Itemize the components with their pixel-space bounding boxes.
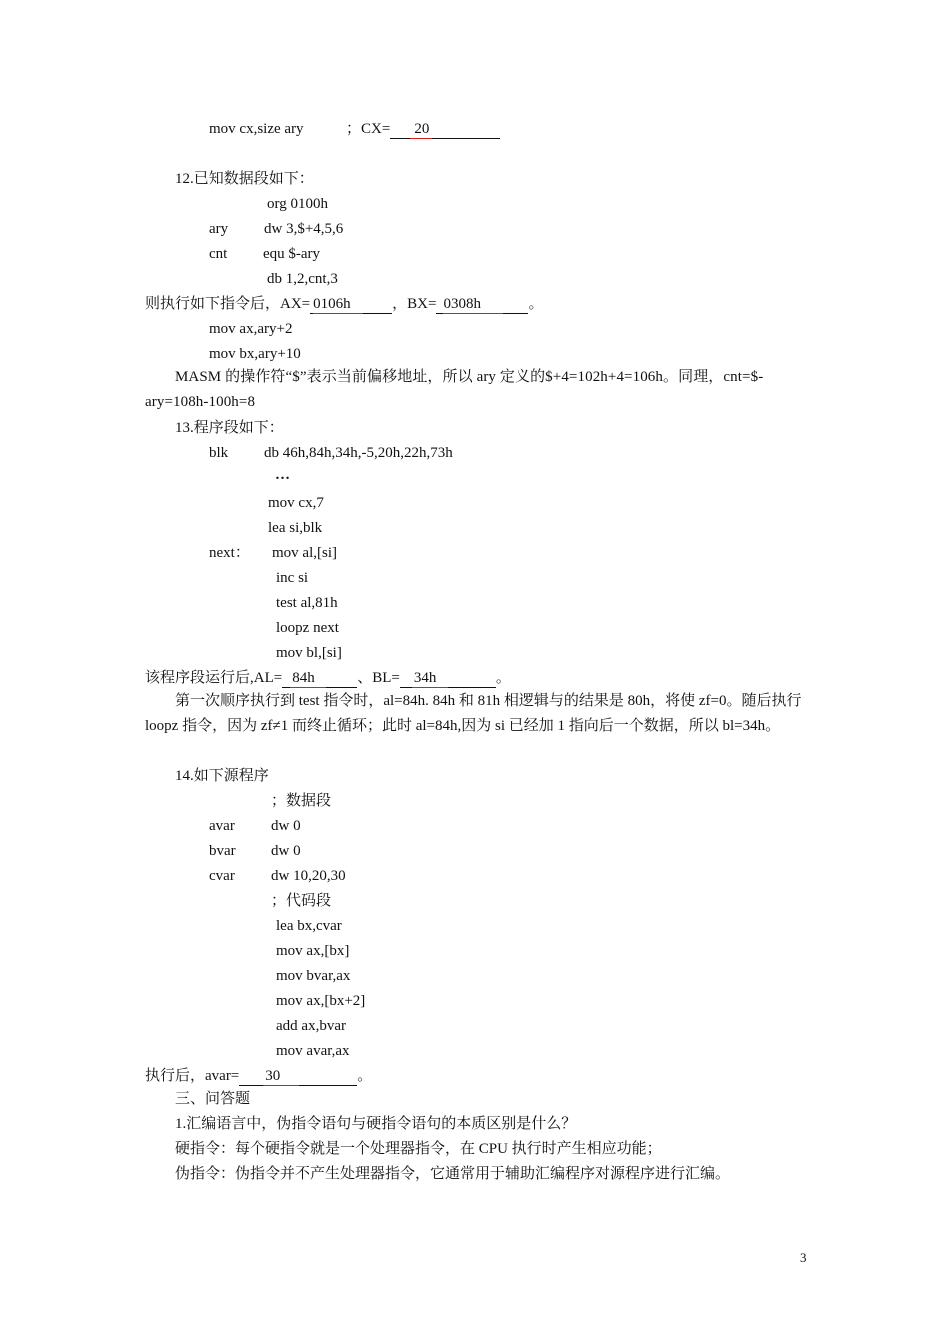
question-text: 。 [357, 1068, 373, 1084]
ellipsis: … [275, 467, 290, 483]
code-text: mov cx,7 [268, 495, 324, 511]
answer-blank [282, 669, 357, 688]
code-label: avar [209, 818, 235, 834]
code-line [271, 792, 331, 810]
code-text: mov al,[si] [272, 545, 337, 561]
answer-value: 84h [292, 670, 315, 686]
code-text: mov bx,ary+10 [209, 346, 301, 362]
code-line [276, 992, 365, 1010]
code-text: dw 3,$+4,5,6 [264, 221, 344, 237]
answer-blank [436, 295, 528, 314]
code-line [209, 120, 304, 138]
question-text: 、BL= [357, 670, 400, 686]
answer-mark [412, 687, 448, 688]
question-title [175, 1115, 576, 1133]
answer-text [175, 1140, 662, 1158]
code-line [276, 942, 349, 960]
section-title: 三、问答题 [175, 1091, 251, 1107]
answer-value: 0308h [443, 296, 481, 312]
code-line [209, 444, 228, 462]
question-text: 14.如下源程序 [175, 768, 269, 784]
code-text: mov ax,ary+2 [209, 321, 293, 337]
code-line [267, 270, 338, 288]
code-text: inc si [276, 570, 309, 586]
answer-blank [310, 295, 392, 314]
code-line [276, 967, 350, 985]
code-line [276, 917, 342, 935]
code-line [209, 320, 292, 338]
code-line [268, 494, 324, 512]
code-line [276, 594, 338, 612]
code-label: next： [209, 545, 250, 561]
code-text: mov cx,size ary [209, 121, 304, 137]
code-text: db 1,2,cnt,3 [267, 271, 338, 287]
code-line [276, 619, 339, 637]
code-text: lea si,blk [268, 520, 323, 536]
code-line [275, 466, 290, 484]
code-text: dw 0 [271, 818, 301, 834]
question-text: 。 [495, 670, 511, 686]
code-label: cvar [209, 868, 235, 884]
section-heading [175, 1090, 250, 1108]
code-text: add ax,bvar [276, 1018, 346, 1034]
answer-blank [400, 669, 496, 688]
answer-line [145, 669, 511, 688]
code-line [276, 1042, 350, 1060]
answer-value: 34h [413, 670, 437, 686]
code-text: mov bl,[si] [276, 645, 342, 661]
question-text: 执行后，avar= [145, 1068, 240, 1084]
code-line [263, 245, 320, 263]
code-line [209, 544, 250, 562]
code-line [264, 444, 453, 462]
page-number: 3 [800, 1250, 807, 1265]
code-text: mov ax,[bx] [276, 943, 350, 959]
answer-value: 0106h [313, 296, 351, 312]
question-text: 该程序段运行后,AL= [145, 670, 283, 686]
code-line [271, 817, 301, 835]
code-line [209, 867, 235, 885]
answer-line [346, 120, 500, 139]
code-line [264, 220, 343, 238]
code-text: lea bx,cvar [276, 918, 342, 934]
question-title [175, 767, 269, 785]
answer-sentence: 伪指令：伪指令并不产生处理器指令，它通常用于辅助汇编程序对源程序进行汇编。 [175, 1166, 731, 1182]
code-label: bvar [209, 843, 236, 859]
code-line [209, 817, 235, 835]
code-text: org 0100h [267, 196, 328, 212]
question-text: 12.已知数据段如下： [175, 171, 314, 187]
answer-mark [290, 687, 326, 688]
code-line [276, 1017, 346, 1035]
code-label: ary [209, 221, 229, 237]
answer-text [175, 1165, 730, 1183]
explanation-paragraph: MASM 的操作符“$”表示当前偏移地址，所以 ary 定义的$+4=102h+4=106h。同理，cnt=$-ary=108h-100h=8 [145, 369, 764, 410]
code-line [276, 644, 342, 662]
code-text: mov avar,ax [276, 1043, 350, 1059]
question-text: 。 [528, 296, 544, 312]
code-line [209, 220, 228, 238]
question-title [175, 170, 314, 188]
answer-value: 30 [265, 1068, 281, 1084]
code-label: blk [209, 445, 229, 461]
code-label: cnt [209, 246, 228, 262]
code-text: equ $-ary [263, 246, 321, 262]
code-text: mov bvar,ax [276, 968, 351, 984]
code-line [271, 892, 331, 910]
code-line [209, 245, 227, 263]
code-line [272, 544, 337, 562]
answer-mark [410, 138, 432, 139]
code-line [209, 345, 301, 363]
comment-text: ；CX= [346, 121, 391, 137]
question-text: 1.汇编语言中，伪指令语句与硬指令语句的本质区别是什么？ [175, 1116, 577, 1132]
code-line [268, 519, 322, 537]
code-text: loopz next [276, 620, 339, 636]
answer-value: 20 [414, 121, 430, 137]
code-text: test al,81h [276, 595, 338, 611]
code-text: db 46h,84h,34h,-5,20h,22h,73h [264, 445, 453, 461]
question-text: ，BX= [392, 296, 437, 312]
code-comment: ；代码段 [271, 893, 332, 909]
code-line [276, 569, 308, 587]
code-text: mov ax,[bx+2] [276, 993, 366, 1009]
code-text: dw 0 [271, 843, 301, 859]
answer-blank [390, 120, 500, 139]
code-line [267, 195, 328, 213]
answer-mark [263, 1085, 299, 1086]
answer-line [145, 1067, 372, 1086]
code-comment: ；数据段 [271, 793, 332, 809]
code-line [271, 867, 346, 885]
answer-mark [443, 313, 503, 314]
question-title [175, 419, 284, 437]
explanation-paragraph: 第一次顺序执行到 test 指令时，al=84h. 84h 和 81h 相逻辑与的结果是 80h，将使 zf=0。随后执行 loopz 指令，因为 zf≠1 而终止循环；此时 al=84h,因为 si 已经加 1 指向后一个数据，所以 bl=34h。 [145, 693, 802, 734]
question-text: 13.程序段如下： [175, 420, 284, 436]
answer-mark [313, 313, 363, 314]
code-line [209, 842, 236, 860]
answer-line [145, 295, 543, 314]
code-text: dw 10,20,30 [271, 868, 346, 884]
question-text: 则执行如下指令后，AX= [145, 296, 311, 312]
answer-blank [239, 1067, 357, 1086]
answer-sentence: 硬指令：每个硬指令就是一个处理器指令，在 CPU 执行时产生相应功能； [175, 1141, 662, 1157]
code-line [271, 842, 301, 860]
